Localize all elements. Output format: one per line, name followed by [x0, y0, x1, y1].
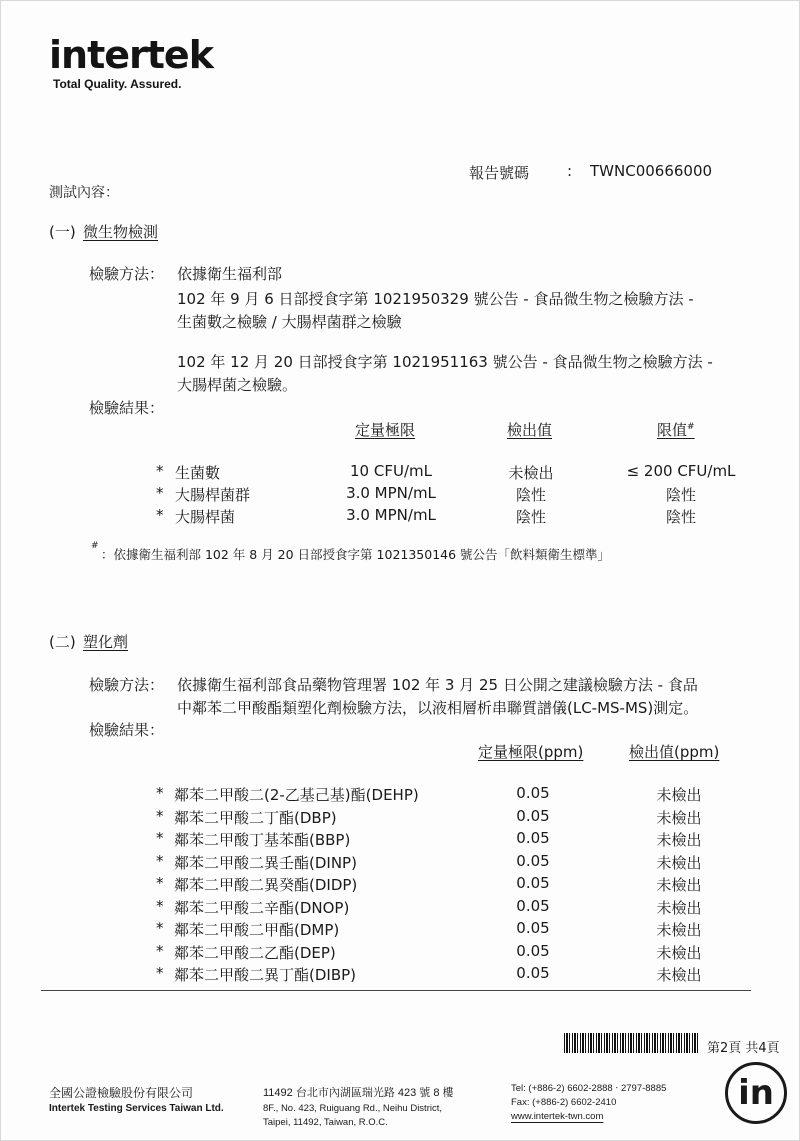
row-item: 鄰苯二甲酸二丁酯(DBP): [174, 809, 337, 827]
section1-method-line: 依據衛生福利部: [177, 265, 283, 283]
col-header-standard: 限值#: [657, 421, 695, 439]
section2-result-label: 檢驗結果：: [89, 721, 165, 739]
row-limit: 3.0 MPN/mL: [346, 506, 436, 524]
row-mark: *: [156, 462, 164, 480]
row-detected: 未檢出: [656, 921, 702, 939]
row-limit: 0.05: [516, 852, 550, 870]
row-mark: *: [156, 784, 164, 802]
row-limit: 0.05: [516, 897, 550, 915]
report-number-colon: :: [567, 162, 573, 180]
intertek-badge-icon: [725, 1062, 787, 1124]
col-header-detected: 檢出值: [507, 421, 553, 439]
row-limit: 3.0 MPN/mL: [346, 484, 436, 502]
row-mark: *: [156, 829, 164, 847]
section1-number: (一): [49, 223, 76, 241]
footer-company-en: Intertek Testing Services Taiwan Ltd.: [49, 1103, 224, 1114]
section1-method-line: 102 年 12 月 20 日部授食字第 1021951163 號公告 - 食品微生物之檢驗方法 -: [177, 353, 713, 371]
row-detected: 未檢出: [656, 831, 702, 849]
row-limit: 0.05: [516, 919, 550, 937]
section1-method-line: 102 年 9 月 6 日部授食字第 1021950329 號公告 - 食品微生物之檢驗方法 -: [177, 290, 694, 308]
section2-number: (二): [49, 633, 76, 651]
col-header-detected-ppm: 檢出值(ppm): [629, 743, 720, 761]
section1-method-line: 生菌數之檢驗 / 大腸桿菌群之檢驗: [177, 313, 402, 331]
footer-address-en: 8F., No. 423, Ruiguang Rd., Neihu District, Taipei, 11492, Taiwan, R.O.C.: [263, 1103, 443, 1128]
footer-company-cn: 全國公證檢驗股份有限公司: [49, 1086, 194, 1100]
row-detected: 陰性: [515, 486, 546, 504]
row-item: 鄰苯二甲酸二異癸酯(DIDP): [174, 876, 358, 894]
row-detected: 未檢出: [656, 876, 702, 894]
row-mark: *: [156, 874, 164, 892]
row-limit: 0.05: [516, 784, 550, 802]
footnote-text: ：依據衛生福利部 102 年 8 月 20 日部授食字第 1021350146 號公告「飲料類衛生標準」: [101, 547, 611, 562]
row-item: 鄰苯二甲酸二異壬酯(DINP): [174, 854, 357, 872]
logo-tagline: Total Quality. Assured.: [53, 77, 182, 91]
row-limit: 0.05: [516, 874, 550, 892]
footer-address-cn: 11492 台北市內湖區瑞光路 423 號 8 樓: [263, 1087, 454, 1099]
footnote-mark: #: [91, 541, 99, 551]
row-item: 鄰苯二甲酸二乙酯(DEP): [174, 944, 336, 962]
report-number-label: 報告號碼: [469, 164, 530, 182]
row-mark: *: [156, 897, 164, 915]
row-detected: 未檢出: [508, 464, 554, 482]
row-standard: ≤ 200 CFU/mL: [626, 462, 736, 480]
row-detected: 未檢出: [656, 966, 702, 984]
row-item: 生菌數: [175, 464, 221, 482]
row-item: 鄰苯二甲酸丁基苯酯(BBP): [174, 831, 351, 849]
row-item: 大腸桿菌: [175, 508, 236, 526]
row-standard: 陰性: [665, 508, 696, 526]
section1-method-label: 檢驗方法：: [89, 265, 165, 283]
row-limit: 0.05: [516, 964, 550, 982]
row-limit: 10 CFU/mL: [350, 462, 432, 480]
row-limit: 0.05: [516, 942, 550, 960]
section1-title: 微生物檢測: [83, 223, 159, 241]
section1-result-label: 檢驗結果：: [89, 399, 165, 417]
row-standard: 陰性: [665, 486, 696, 504]
row-item: 鄰苯二甲酸二異丁酯(DIBP): [174, 966, 357, 984]
col-header-limit: 定量極限: [355, 421, 416, 439]
footer-fax: Fax: (+886-2) 6602-2410: [511, 1097, 617, 1108]
row-mark: *: [156, 964, 164, 982]
row-detected: 未檢出: [656, 786, 702, 804]
footer-tel: Tel: (+886-2) 6602-2888 ‧ 2797-8885: [511, 1083, 667, 1094]
row-mark: *: [156, 484, 164, 502]
row-mark: *: [156, 852, 164, 870]
barcode: [564, 1033, 700, 1053]
footer-website-link[interactable]: www.intertek-twn.com: [511, 1111, 604, 1122]
row-mark: *: [156, 506, 164, 524]
section2-method-line: 中鄰苯二甲酸酯類塑化劑檢驗方法，以液相層析串聯質譜儀(LC-MS-MS)測定。: [177, 699, 699, 717]
row-item: 鄰苯二甲酸二甲酯(DMP): [174, 921, 340, 939]
row-mark: *: [156, 942, 164, 960]
badge-glyph: in: [738, 1073, 774, 1113]
page-indicator: 第2頁 共4頁: [707, 1041, 780, 1056]
row-item: 大腸桿菌群: [175, 486, 251, 504]
section-divider: [41, 990, 751, 991]
row-item: 鄰苯二甲酸二(2-乙基己基)酯(DEHP): [174, 786, 419, 804]
row-detected: 未檢出: [656, 899, 702, 917]
test-content-heading: 測試內容：: [49, 185, 119, 201]
intertek-logo: intertek: [49, 33, 213, 77]
row-detected: 未檢出: [656, 809, 702, 827]
row-mark: *: [156, 807, 164, 825]
row-detected: 未檢出: [656, 944, 702, 962]
section2-method-label: 檢驗方法：: [89, 676, 165, 694]
section2-method-line: 依據衛生福利部食品藥物管理署 102 年 3 月 25 日公開之建議檢驗方法 - 食品: [177, 676, 698, 694]
row-detected: 陰性: [515, 508, 546, 526]
row-limit: 0.05: [516, 807, 550, 825]
col-header-limit-ppm: 定量極限(ppm): [478, 743, 584, 761]
section1-method-line: 大腸桿菌之檢驗。: [177, 376, 298, 394]
report-number: TWNC00666000: [590, 162, 713, 180]
section2-title: 塑化劑: [83, 633, 129, 651]
row-item: 鄰苯二甲酸二辛酯(DNOP): [174, 899, 350, 917]
row-mark: *: [156, 919, 164, 937]
row-detected: 未檢出: [656, 854, 702, 872]
row-limit: 0.05: [516, 829, 550, 847]
